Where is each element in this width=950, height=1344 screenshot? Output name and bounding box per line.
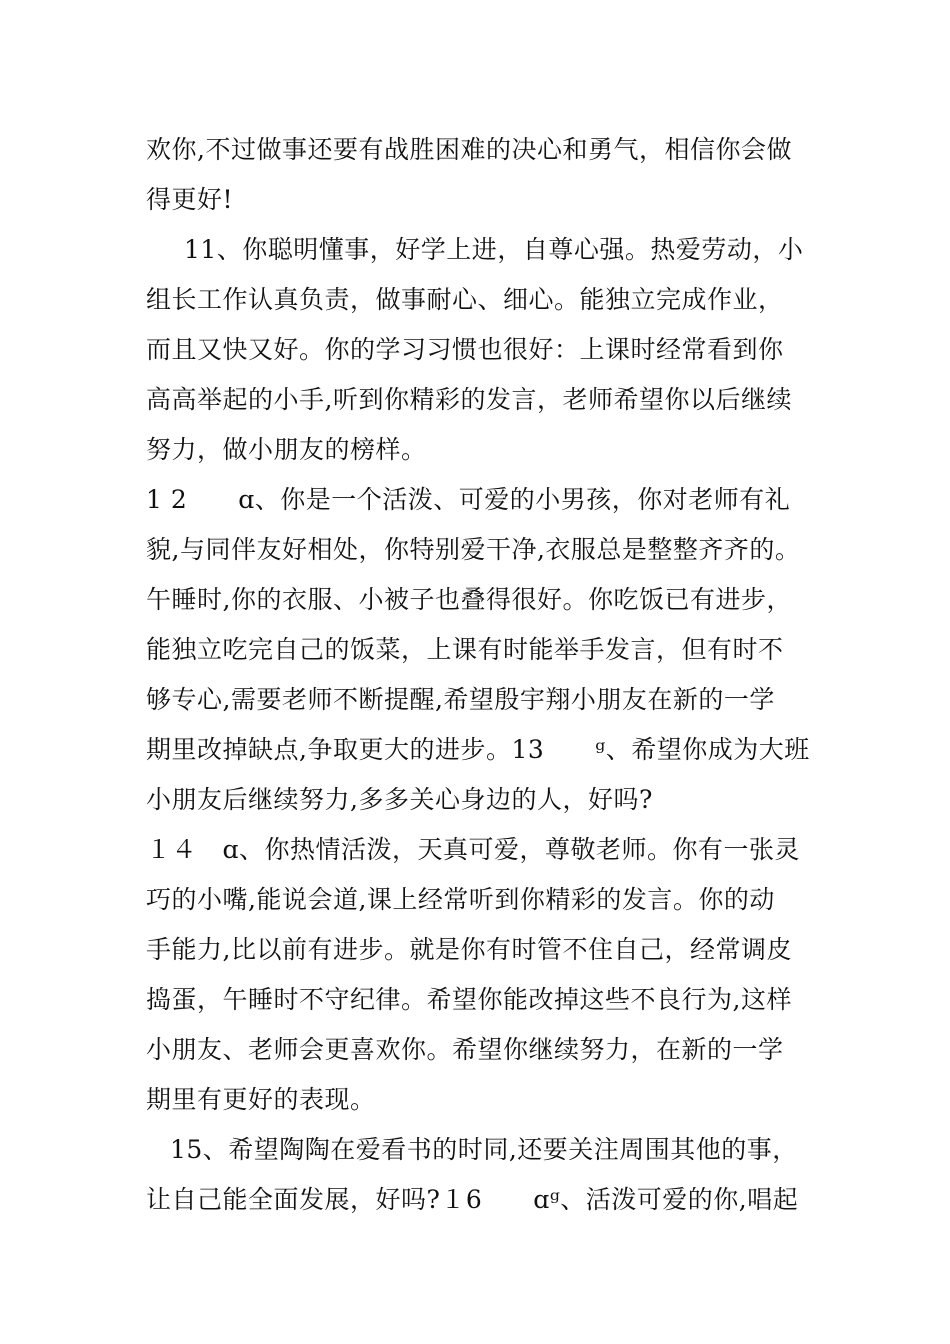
text-line: 午睡时,你的衣服、小被子也叠得很好。你吃饭已有进步， [146, 585, 792, 614]
text-line: 欢你,不过做事还要有战胜困难的决心和勇气，相信你会做 [146, 135, 792, 164]
text-line: 捣蛋，午睡时不守纪律。希望你能改掉这些不良行为,这样 [146, 985, 792, 1014]
text-line: 1 2 ɑ、你是一个活泼、可爱的小男孩，你对老师有礼 [146, 485, 791, 514]
text-line: 11、你聪明懂事，好学上进，自尊心强。热爱劳动，小 [184, 235, 804, 264]
text-line: 而且又快又好。你的学习习惯也很好：上课时经常看到你 [146, 335, 784, 364]
text-line: 得更好! [146, 185, 234, 214]
text-line: 貌,与同伴友好相处，你特别爱干净,衣服总是整整齐齐的。 [146, 535, 801, 564]
text-line: 小朋友后继续努力,多多关心身边的人，好吗? [146, 785, 653, 814]
text-line: 高高举起的小手,听到你精彩的发言，老师希望你以后继续 [146, 385, 792, 414]
text-line: 巧的小嘴,能说会道,课上经常听到你精彩的发言。你的动 [146, 885, 775, 914]
text-line: 手能力,比以前有进步。就是你有时管不住自己，经常调皮 [146, 935, 792, 964]
text-line: 期里改掉缺点,争取更大的进步。13 ᵍ、希望你成为大班 [146, 735, 810, 764]
text-line: 组长工作认真负责，做事耐心、细心。能独立完成作业， [146, 285, 784, 314]
text-line: 让自己能全面发展，好吗?１6 ɑᵍ、活泼可爱的你,唱起 [146, 1185, 799, 1214]
text-line: 够专心,需要老师不断提醒,希望殷宇翔小朋友在新的一学 [146, 685, 775, 714]
text-line: 努力，做小朋友的榜样。 [146, 435, 427, 464]
text-line: １４ ɑ、你热情活泼，天真可爱，尊敬老师。你有一张灵 [146, 835, 801, 864]
text-line: 小朋友、老师会更喜欢你。希望你继续努力，在新的一学 [146, 1035, 784, 1064]
text-line: 15、希望陶陶在爱看书的时同,还要关注周围其他的事， [170, 1135, 798, 1164]
text-line: 期里有更好的表现。 [146, 1085, 376, 1114]
text-line: 能独立吃完自己的饭菜，上课有时能举手发言，但有时不 [146, 635, 784, 664]
